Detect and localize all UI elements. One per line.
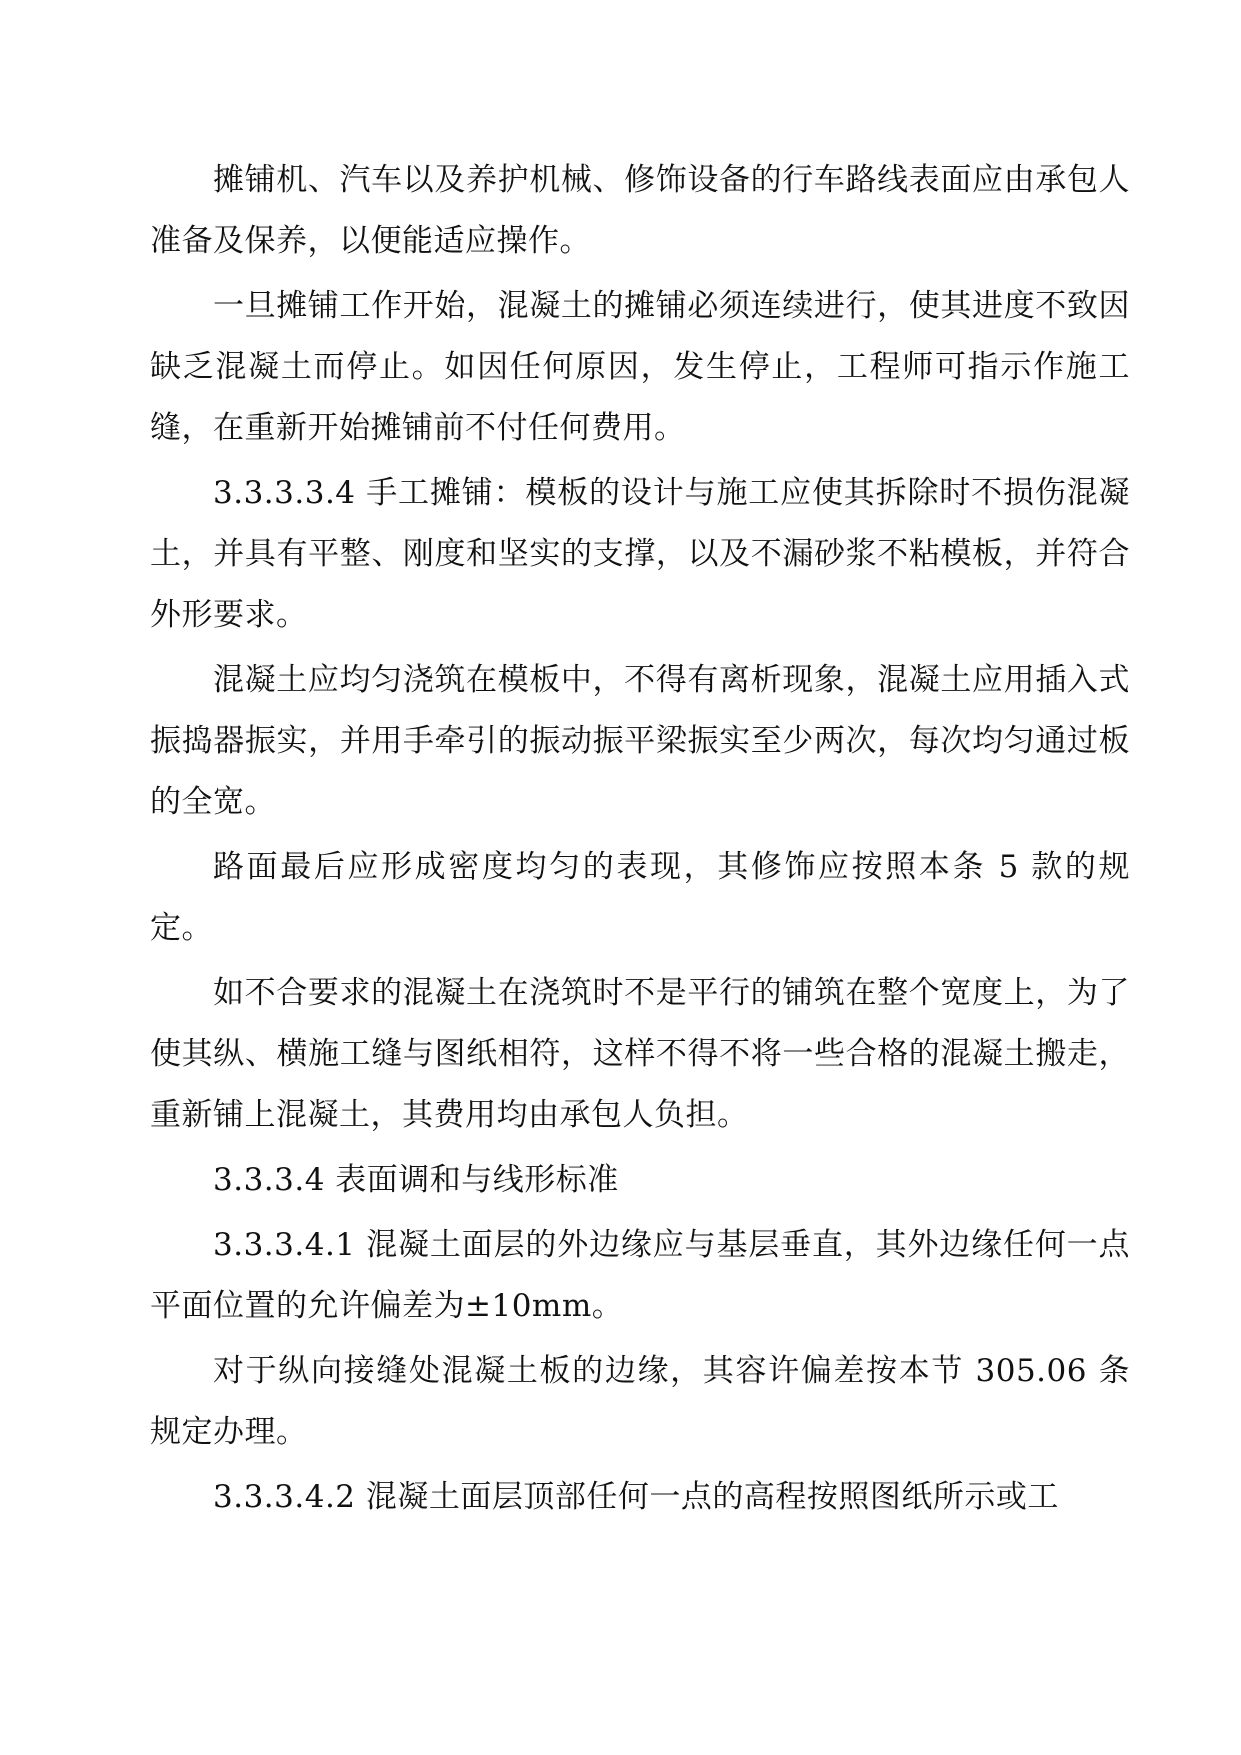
paragraph-manual-paving: 3.3.3.3.4 手工摊铺：模板的设计与施工应使其拆除时不损伤混凝土，并具有平整、刚度和坚实的支撑，以及不漏砂浆不粘模板，并符合外形要求。 [150, 475, 1130, 633]
paragraph-longitudinal-joint: 对于纵向接缝处混凝土板的边缘，其容许偏差按本节 305.06 条规定办理。 [150, 1353, 1130, 1450]
paragraph-edge-tolerance: 3.3.3.4.1 混凝土面层的外边缘应与基层垂直，其外边缘任何一点平面位置的允许偏差为±10mm。 [150, 1227, 1130, 1324]
paragraph-vibration: 混凝土应均匀浇筑在模板中，不得有离析现象，混凝土应用插入式振捣器振实，并用手牵引的振动振平梁振实至少两次，每次均匀通过板的全宽。 [150, 662, 1130, 820]
document-body [150, 150, 1130, 1532]
paragraph-continuous-paving: 一旦摊铺工作开始，混凝土的摊铺必须连续进行，使其进度不致因缺乏混凝土而停止。如因任何原因，发生停止，工程师可指示作施工缝，在重新开始摊铺前不付任何费用。 [150, 288, 1130, 446]
paragraph-elevation: 3.3.3.4.2 混凝土面层顶部任何一点的高程按照图纸所示或工 [213, 1479, 1059, 1515]
section-heading-surface-alignment: 3.3.3.4 表面调和与线形标准 [213, 1162, 619, 1198]
paragraph-traffic-route: 摊铺机、汽车以及养护机械、修饰设备的行车路线表面应由承包人准备及保养，以便能适应操作。 [150, 162, 1130, 259]
paragraph-surface-finish: 路面最后应形成密度均匀的表现，其修饰应按照本条 5 款的规定。 [150, 849, 1130, 946]
paragraph-non-parallel-paving: 如不合要求的混凝土在浇筑时不是平行的铺筑在整个宽度上，为了使其纵、横施工缝与图纸相符，这样不得不将一些合格的混凝土搬走，重新铺上混凝土，其费用均由承包人负担。 [150, 975, 1130, 1133]
